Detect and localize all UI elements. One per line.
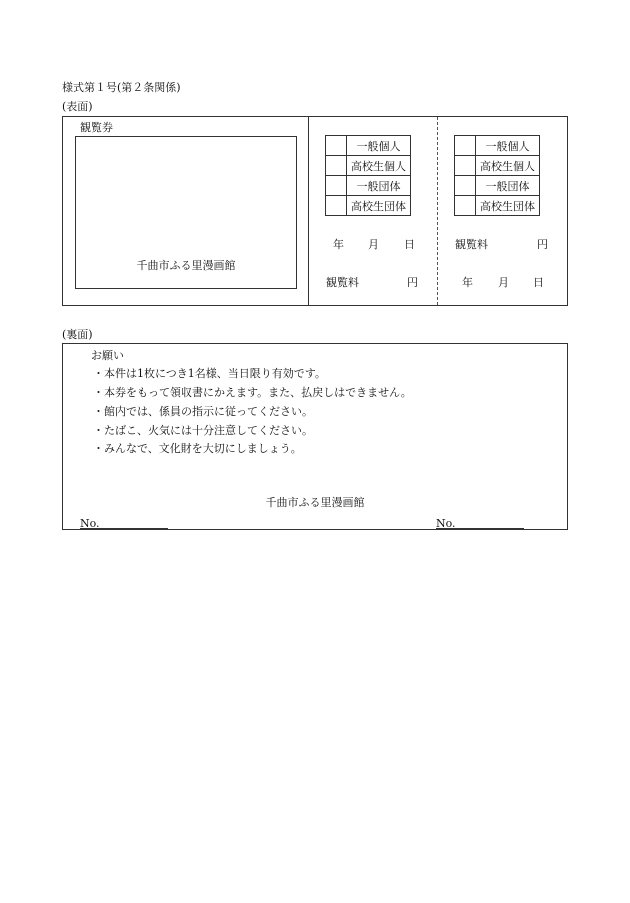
stub-divider xyxy=(308,117,309,305)
category-label: 一般団体 xyxy=(347,176,411,196)
facility-name-front: 千曲市ふる里漫画館 xyxy=(136,259,236,272)
checkbox-cell[interactable] xyxy=(326,156,347,176)
number-label-right: No. xyxy=(436,517,456,530)
category-label: 一般個人 xyxy=(347,136,411,156)
facility-name-back: 千曲市ふる里漫画館 xyxy=(265,496,365,509)
checkbox-cell[interactable] xyxy=(455,156,476,176)
notice-item: ・みんなで、文化財を大切にしましょう。 xyxy=(93,442,302,455)
category-label: 高校生個人 xyxy=(476,156,540,176)
category-label: 高校生団体 xyxy=(476,196,540,216)
notice-item: ・館内では、係員の指示に従ってください。 xyxy=(93,405,313,418)
ticket-main-panel xyxy=(75,136,297,289)
notice-title: お願い xyxy=(91,349,124,362)
stub2-fee-label: 観覧料 xyxy=(455,238,488,251)
back-ticket xyxy=(62,343,568,530)
category-label: 高校生団体 xyxy=(347,196,411,216)
stub2-yen: 円 xyxy=(537,238,548,251)
checkbox-cell[interactable] xyxy=(455,136,476,156)
stub1-category-table xyxy=(325,135,411,216)
notice-item: ・たばこ、火気には十分注意してください。 xyxy=(93,424,313,437)
front-section-label: (表面) xyxy=(62,100,93,113)
checkbox-cell[interactable] xyxy=(326,196,347,216)
number-label-left: No. xyxy=(80,517,100,530)
stub1-day: 日 xyxy=(404,238,415,251)
table-row xyxy=(326,136,411,156)
table-row xyxy=(455,156,540,176)
front-ticket xyxy=(62,116,568,306)
checkbox-cell[interactable] xyxy=(326,136,347,156)
stub2-month: 月 xyxy=(498,276,509,289)
ticket-title: 観覧券 xyxy=(80,121,113,134)
number-line-left xyxy=(80,528,168,529)
stub1-month: 月 xyxy=(368,238,379,251)
stub2-day: 日 xyxy=(533,276,544,289)
table-row xyxy=(326,156,411,176)
table-row xyxy=(455,196,540,216)
stub1-fee-label: 観覧料 xyxy=(326,276,359,289)
table-row xyxy=(455,176,540,196)
notice-item: ・本券をもって領収書にかえます。また、払戻しはできません。 xyxy=(93,386,412,399)
number-line-right xyxy=(436,528,524,529)
table-row xyxy=(455,136,540,156)
form-number: 様式第１号(第２条関係) xyxy=(62,81,181,94)
stub1-year: 年 xyxy=(333,238,344,251)
table-row xyxy=(326,196,411,216)
category-label: 一般団体 xyxy=(476,176,540,196)
stub2-category-table xyxy=(454,135,540,216)
stub1-yen: 円 xyxy=(407,276,418,289)
category-label: 一般個人 xyxy=(476,136,540,156)
perforation-line xyxy=(437,117,438,305)
back-section-label: (裏面) xyxy=(62,328,93,341)
stub2-year: 年 xyxy=(462,276,473,289)
checkbox-cell[interactable] xyxy=(326,176,347,196)
checkbox-cell[interactable] xyxy=(455,176,476,196)
category-label: 高校生個人 xyxy=(347,156,411,176)
checkbox-cell[interactable] xyxy=(455,196,476,216)
table-row xyxy=(326,176,411,196)
notice-item: ・本件は1枚につき1名様、当日限り有効です。 xyxy=(93,367,326,380)
